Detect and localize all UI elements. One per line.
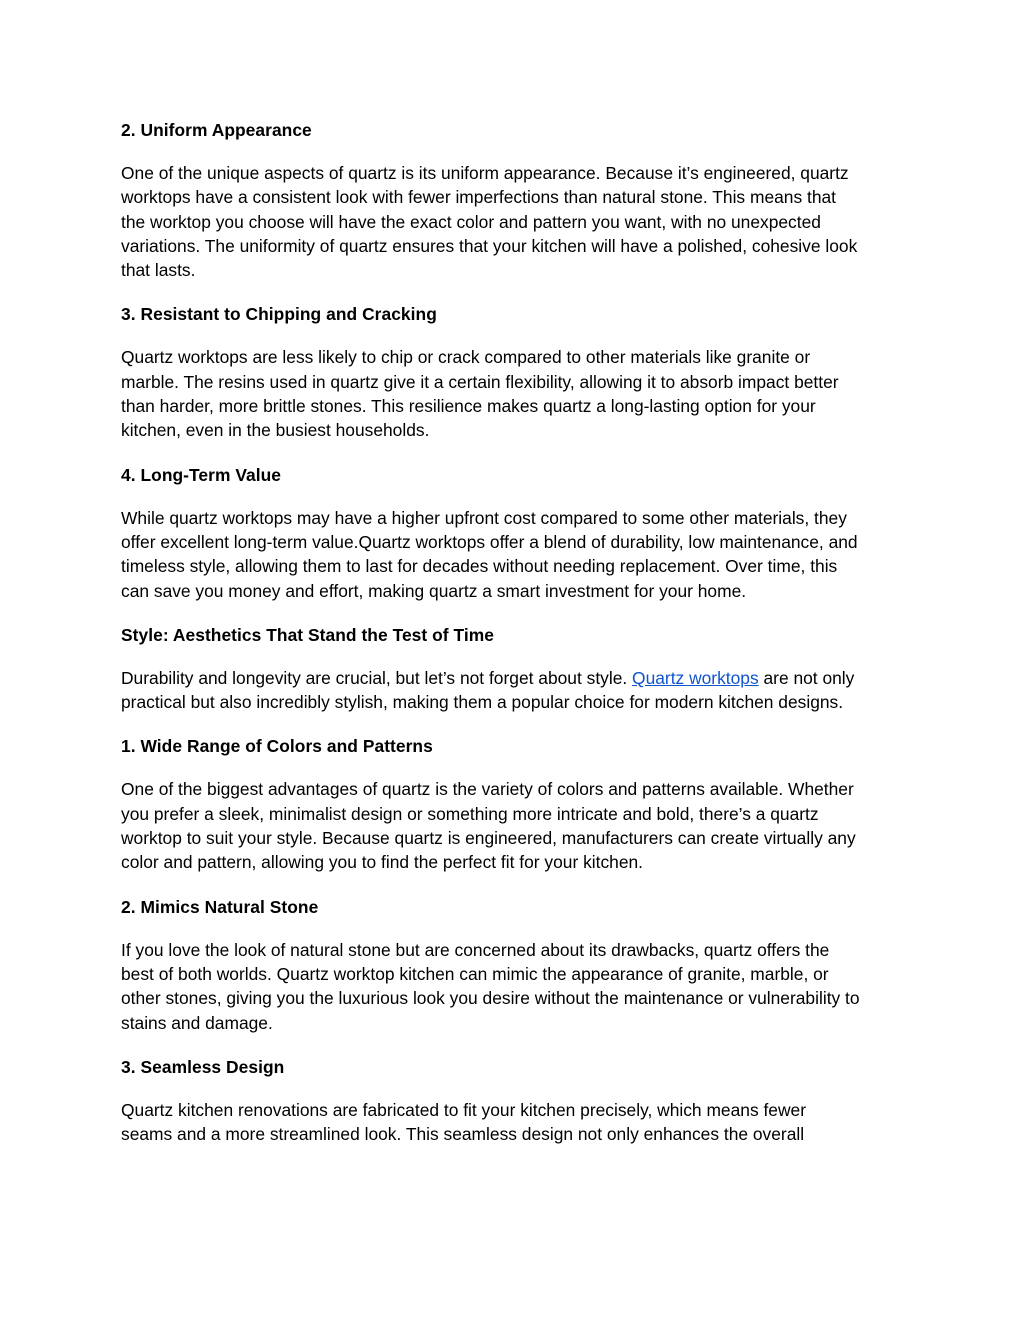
paragraph-line: seams and a more streamlined look. This seamless design not only enhances the overall xyxy=(121,1124,805,1145)
paragraph-line: offer excellent long-term value.Quartz worktops offer a blend of durability, low maintenance, and xyxy=(121,531,858,552)
paragraph-line: color and pattern, allowing you to find the perfect fit for your kitchen. xyxy=(121,852,644,873)
section-heading: 3. Seamless Design xyxy=(121,1056,285,1077)
paragraph-line: worktops have a consistent look with fewer imperfections than natural stone. This means that xyxy=(121,187,836,208)
section-heading: 4. Long-Term Value xyxy=(121,464,282,485)
paragraph-line: marble. The resins used in quartz give it a certain flexibility, allowing it to absorb impact better xyxy=(121,371,839,392)
paragraph-line: One of the unique aspects of quartz is its uniform appearance. Because it’s engineered, quartz xyxy=(121,163,849,183)
paragraph-line: variations. The uniformity of quartz ensures that your kitchen will have a polished, cohesive look xyxy=(121,235,858,256)
paragraph-line: timeless style, allowing them to last for decades without needing replacement. Over time, this xyxy=(121,556,838,577)
paragraph-line: other stones, giving you the luxurious look you desire without the maintenance or vulnerability to xyxy=(121,988,860,1009)
section-resistant-to-chipping xyxy=(121,302,911,442)
section-heading: 1. Wide Range of Colors and Patterns xyxy=(121,736,433,757)
section-paragraph xyxy=(121,1098,911,1147)
paragraph-line: can save you money and effort, making quartz a smart investment for your home. xyxy=(121,580,747,601)
paragraph-line: worktop to suit your style. Because quartz is engineered, manufacturers can create virtually any xyxy=(121,828,856,849)
paragraph-line: you prefer a sleek, minimalist design or something more intricate and bold, there’s a quartz xyxy=(121,803,819,824)
paragraph-line: that lasts. xyxy=(121,260,196,281)
section-paragraph xyxy=(121,345,911,442)
paragraph-line: One of the biggest advantages of quartz is the variety of colors and patterns available. Whether xyxy=(121,779,854,800)
link-line-before: Durability and longevity are crucial, but let’s not forget about style. xyxy=(121,667,633,688)
section-paragraph xyxy=(121,161,911,282)
paragraph-line: the worktop you choose will have the exact color and pattern you want, with no unexpected xyxy=(121,211,821,232)
section-paragraph xyxy=(121,938,911,1035)
link-line-after: are not only xyxy=(758,667,855,688)
section-mimics-natural-stone xyxy=(121,895,911,1035)
section-heading: 2. Uniform Appearance xyxy=(121,120,312,140)
paragraph-line: Quartz worktops are less likely to chip or crack compared to other materials like granite or xyxy=(121,347,811,368)
section-paragraph xyxy=(121,777,911,874)
paragraph-line-with-link xyxy=(121,666,911,690)
section-heading: 2. Mimics Natural Stone xyxy=(121,896,319,917)
section-uniform-appearance xyxy=(121,118,911,282)
section-heading: 3. Resistant to Chipping and Cracking xyxy=(121,304,437,325)
section-heading: Style: Aesthetics That Stand the Test of Time xyxy=(121,624,494,645)
section-style-aesthetics xyxy=(121,623,911,715)
section-long-term-value xyxy=(121,463,911,603)
paragraph-line: practical but also incredibly stylish, making them a popular choice for modern kitchen designs. xyxy=(121,692,844,713)
paragraph-line: stains and damage. xyxy=(121,1012,273,1033)
paragraph-line: Quartz kitchen renovations are fabricated to fit your kitchen precisely, which means fewer xyxy=(121,1099,806,1120)
section-paragraph xyxy=(121,666,911,715)
section-colors-and-patterns xyxy=(121,734,911,874)
document-page xyxy=(121,118,911,1166)
section-seamless-design xyxy=(121,1055,911,1147)
paragraph-line: While quartz worktops may have a higher upfront cost compared to some other materials, they xyxy=(121,507,847,528)
section-paragraph xyxy=(121,506,911,603)
paragraph-line: best of both worlds. Quartz worktop kitchen can mimic the appearance of granite, marble, or xyxy=(121,963,829,984)
paragraph-line: kitchen, even in the busiest households. xyxy=(121,420,430,441)
paragraph-line: than harder, more brittle stones. This resilience makes quartz a long-lasting option for your xyxy=(121,396,816,417)
quartz-worktops-link[interactable]: Quartz worktops xyxy=(632,667,759,688)
paragraph-line: If you love the look of natural stone but are concerned about its drawbacks, quartz offers the xyxy=(121,939,830,960)
